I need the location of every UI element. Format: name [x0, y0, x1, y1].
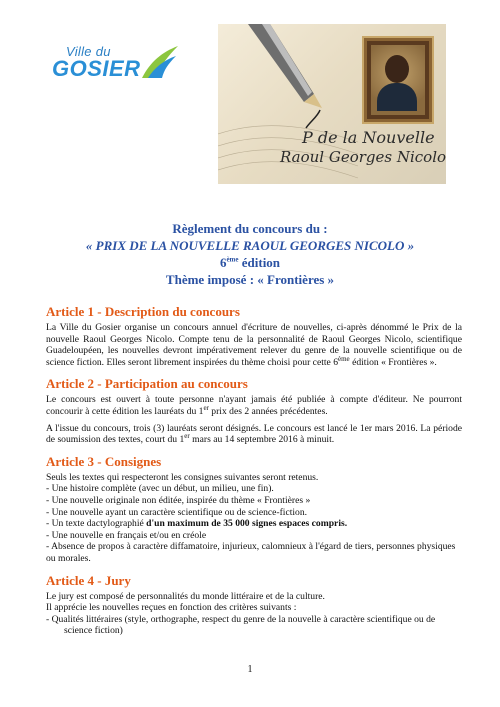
article3-list — [46, 472, 462, 565]
article4-heading: Article 4 - Jury — [46, 572, 131, 588]
banner-title-line1: P de la Nouvelle — [302, 128, 435, 147]
list-item: - Une histoire complète (avec un début, un milieu, une fin). — [46, 483, 274, 495]
article4-bullet: - Qualités littéraires (style, orthographe, respect du genre de la nouvelle à caractère scientifique ou de science fiction) — [46, 613, 436, 637]
list-item: - Une nouvelle en français et/ou en créole — [46, 529, 207, 541]
edition-number: 6 — [219, 255, 227, 270]
article4-line1: Le jury est composé de personnalités du monde littéraire et de la culture. — [46, 590, 325, 602]
logo-line1: Ville du — [66, 44, 111, 59]
document-title — [0, 220, 500, 288]
list-item: - Un texte dactylographié d'un maximum de 35 000 signes espaces compris. — [46, 518, 348, 530]
wave-icon — [138, 42, 180, 82]
banner-title-line2: Raoul Georges Nicolo — [280, 148, 446, 166]
article1-heading: Article 1 - Description du concours — [46, 304, 240, 319]
list-item: - Une nouvelle originale non éditée, inspirée du thème « Frontières » — [46, 494, 311, 506]
article2-paragraph1: Le concours est ouvert à toute personne n'ayant jamais été publiée à compte d'éditeur. Ne pourront concourir à cette édition les lauréats du 1er prix des 2 années précédentes. — [46, 394, 462, 417]
title-edition — [0, 254, 500, 271]
page-number: 1 — [247, 664, 253, 675]
article4-text — [46, 591, 462, 637]
document-body — [46, 296, 462, 637]
article2-paragraph2: A l'issue du concours, trois (3) lauréats seront désignés. Le concours est lancé le 1er mars 2016. La période de soumission des textes, court du 1er mars au 14 septembre 2016 à minuit. — [46, 422, 462, 446]
list-item: - Absence de propos à caractère diffamatoire, injurieux, calomnieux à l'égard de tiers, personnes physiques ou morales. — [46, 541, 456, 564]
prize-banner — [218, 24, 446, 184]
edition-sup: ème — [226, 255, 239, 264]
article3-heading: Article 3 - Consignes — [46, 453, 162, 469]
portrait-frame — [364, 38, 432, 122]
header — [0, 0, 500, 205]
logo-line2: GOSIER — [52, 56, 141, 81]
title-line2: « PRIX DE LA NOUVELLE RAOUL GEORGES NICOLO » — [85, 238, 415, 253]
title-line1: Règlement du concours du : — [172, 221, 328, 236]
article1-text: La Ville du Gosier organise un concours annuel d'écriture de nouvelles, ci-après dénommé le Prix de la nouvelle Raoul Georges Nicolo. Compte tenu de la personnalité de Raoul Georges Nicolo, scientifique Guadeloupéen, les nouvelles devront impérativement relever du genre de la nouvelle scientifique ou de science fiction. Elles seront librement inspirées du thème choisi pour cette 6ème édition « Frontières ». — [46, 322, 462, 368]
ville-du-gosier-logo — [52, 38, 192, 98]
article4-line2: Il apprécie les nouvelles reçues en fonction des critères suivants : — [46, 602, 297, 614]
title-theme: Thème imposé : « Frontières » — [165, 272, 335, 287]
edition-word: édition — [238, 255, 281, 270]
list-item: - Une nouvelle ayant un caractère scientifique ou de science-fiction. — [46, 506, 308, 518]
article3-intro: Seuls les textes qui respecteront les consignes suivantes seront retenus. — [46, 471, 319, 483]
article2-heading: Article 2 - Participation au concours — [46, 376, 248, 392]
